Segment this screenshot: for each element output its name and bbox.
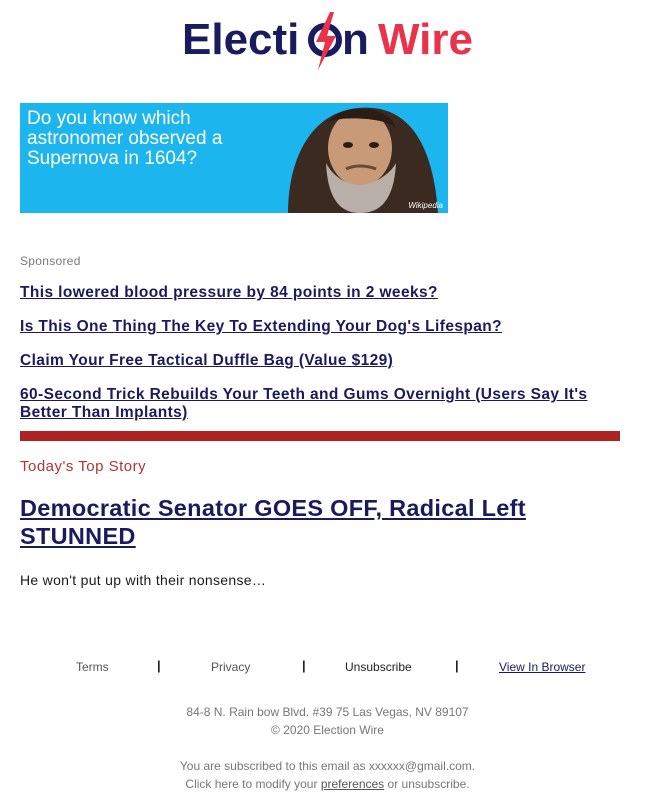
footer-separator: | (157, 658, 161, 673)
footer-links (0, 658, 655, 678)
modify-suffix: or unsubscribe. (387, 777, 470, 791)
section-divider (20, 431, 620, 441)
sponsored-label: Sponsored (20, 254, 81, 268)
ad-question-text: Do you know which astronomer observed a Supernova in 1604? (27, 108, 223, 169)
modify-preferences-line (0, 775, 655, 793)
unsubscribe-link[interactable]: Unsubscribe (345, 660, 412, 674)
astronomer-portrait-image (248, 103, 448, 213)
sponsored-link-blood-pressure[interactable]: This lowered blood pressure by 84 points in 2 weeks? (20, 284, 438, 301)
top-story-headline[interactable]: Democratic Senator GOES OFF, Radical Left STUNNED (20, 495, 526, 549)
mailing-address: 84-8 N. Rain bow Blvd. #39 75 Las Vegas, NV 89107 (186, 705, 469, 719)
logo-text-n: n (342, 15, 369, 64)
view-in-browser-link[interactable]: View In Browser (499, 660, 586, 674)
astronomer-ad-banner[interactable] (20, 103, 448, 213)
subscription-notice: You are subscribed to this email as xxxxxx@gmail.com. (179, 759, 476, 773)
top-story-label: Today's Top Story (20, 458, 147, 475)
footer-separator: | (455, 658, 459, 673)
top-story-teaser: He won't put up with their nonsense… (20, 572, 267, 588)
preferences-link[interactable]: preferences (320, 777, 385, 791)
copyright: © 2020 Election Wire (271, 723, 384, 737)
logo-text-wire: Wire (378, 15, 473, 64)
footer-separator: | (302, 658, 306, 673)
sponsored-link-duffle-bag[interactable]: Claim Your Free Tactical Duffle Bag (Value $129) (20, 352, 394, 369)
terms-link[interactable]: Terms (76, 660, 109, 674)
sponsored-link-dog-lifespan[interactable]: Is This One Thing The Key To Extending Your Dog's Lifespan? (20, 318, 502, 335)
logo-text-election: Electi (182, 15, 300, 64)
lightning-o-icon (311, 12, 339, 70)
privacy-link[interactable]: Privacy (211, 660, 251, 674)
election-wire-logo[interactable] (182, 12, 478, 72)
modify-prefix: Click here to modify your (185, 777, 318, 791)
ad-image-credit: Wikipedia (408, 201, 443, 210)
sponsored-link-teeth-gums[interactable]: 60-Second Trick Rebuilds Your Teeth and Gums Overnight (Users Say It's Better Than Implants) (20, 386, 588, 421)
